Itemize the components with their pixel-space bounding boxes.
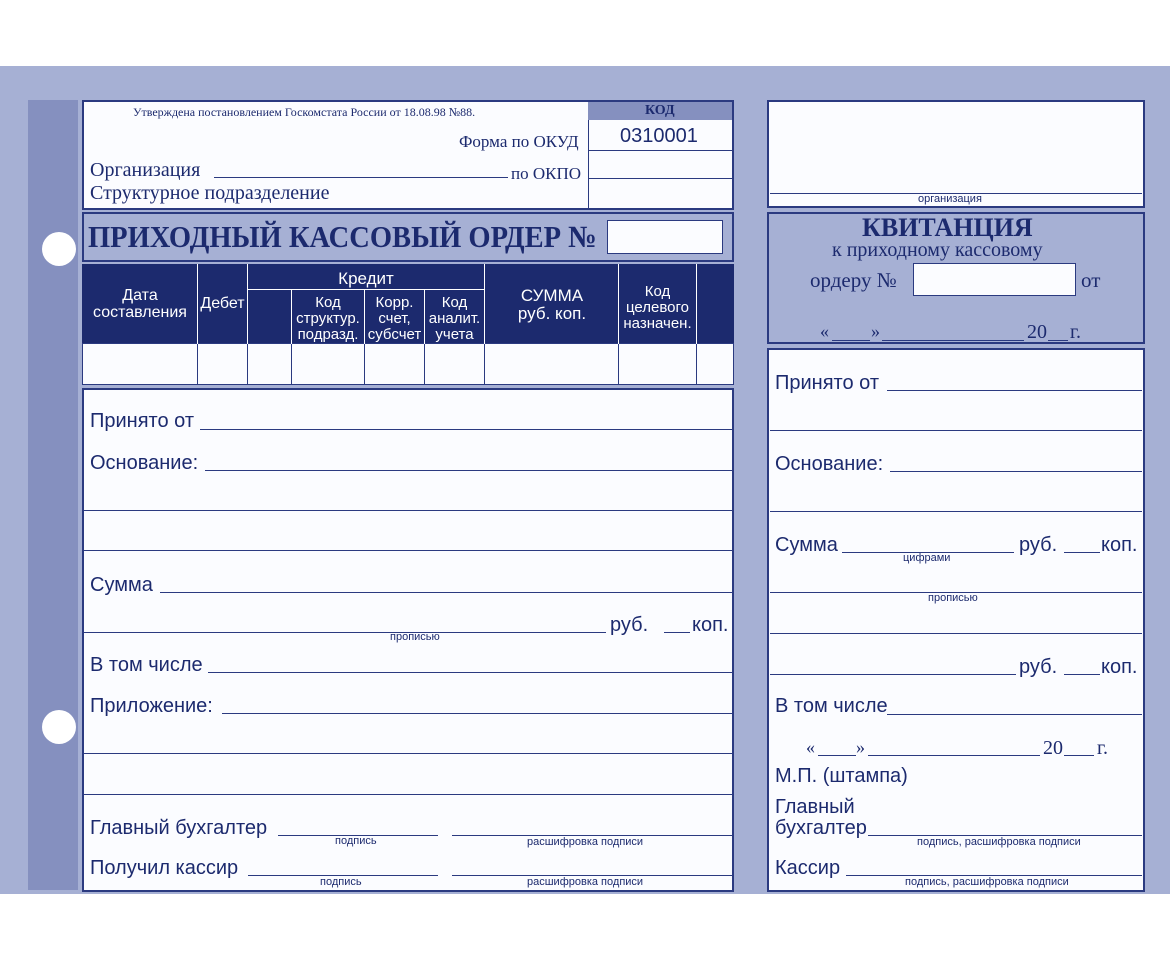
okud-code: 0310001: [620, 125, 698, 147]
col-korr-schet-header: Корр. счет, субсчет: [367, 294, 422, 343]
receipt-prinyato-ot-line-1[interactable]: [887, 390, 1142, 391]
kredit-divider: [247, 289, 484, 290]
receipt-year2-prefix: 20: [1043, 737, 1063, 759]
receipt-v-tom-chisle-label: В том числе: [775, 695, 888, 717]
row-div-8: [696, 344, 697, 384]
receipt-ciframi-caption: цифрами: [903, 552, 951, 564]
prinyato-ot-label: Принято от: [90, 410, 195, 432]
receipt-subtitle: к приходному кассовому: [832, 239, 1043, 261]
row-div-7: [618, 344, 619, 384]
forma-okud-label: Форма по ОКУД: [459, 132, 579, 151]
receipt-title: КВИТАНЦИЯ: [862, 213, 1033, 242]
receipt-month2-line[interactable]: [868, 755, 1040, 756]
receipt-osnovanie-line-2[interactable]: [770, 511, 1142, 512]
receipt-podpis-caption-2: подпись, расшифровка подписи: [905, 876, 1069, 888]
receipt-month-line[interactable]: [882, 340, 1024, 341]
kod-label: КОД: [645, 103, 675, 118]
kop-input-line[interactable]: [664, 632, 690, 633]
receipt-org-caption: организация: [918, 193, 982, 205]
kod-column-border: [588, 120, 589, 208]
prilozhenie-label: Приложение:: [90, 695, 213, 717]
receipt-number-field[interactable]: [913, 263, 1076, 296]
receipt-day2-line[interactable]: [818, 755, 856, 756]
receipt-rub-label-1: руб.: [1019, 534, 1058, 556]
organization-label: Организация: [90, 159, 201, 181]
row-div-6: [484, 344, 485, 384]
approval-text: Утверждена постановлением Госкомстата России от 18.08.98 №88.: [133, 105, 476, 119]
col-summa-header: СУММА руб. коп.: [517, 286, 587, 323]
col-kredit-header: Кредит: [338, 269, 394, 288]
receipt-mp-label: М.П. (штампа): [775, 765, 908, 787]
col-kod-analit-header: Код аналит. учета: [428, 294, 481, 343]
receipt-buhgalter-label: бухгалтер: [775, 817, 867, 839]
receipt-orderu-label: ордеру №: [810, 268, 897, 292]
binding-strip: [28, 100, 78, 890]
receipt-date-open: «: [820, 321, 829, 341]
receipt-prinyato-ot-line-2[interactable]: [770, 430, 1142, 431]
receipt-podpis-caption-1: подпись, расшифровка подписи: [917, 836, 1081, 848]
receipt-osnovanie-line-1[interactable]: [890, 471, 1142, 472]
podpis-caption-2: подпись: [320, 876, 362, 888]
receipt-day-line[interactable]: [832, 340, 870, 341]
prilozhenie-line-3[interactable]: [84, 794, 732, 795]
v-tom-chisle-label: В том числе: [90, 654, 203, 676]
receipt-propisyu-caption: прописью: [928, 592, 978, 604]
receipt-propisyu-line-2[interactable]: [770, 633, 1142, 634]
receipt-kop-label-1: коп.: [1101, 534, 1138, 556]
kod-row-line-2: [588, 178, 732, 179]
receipt-osnovanie-label: Основание:: [775, 453, 884, 475]
summa-label: Сумма: [90, 574, 153, 596]
row-div-3: [291, 344, 292, 384]
prinyato-ot-line[interactable]: [200, 429, 732, 430]
kop-label: коп.: [692, 614, 729, 636]
summa-line-2[interactable]: [84, 632, 606, 633]
receipt-year2-line[interactable]: [1064, 755, 1094, 756]
order-number-field[interactable]: [607, 220, 723, 254]
receipt-year-prefix: 20: [1027, 321, 1047, 343]
receipt-summa-label: Сумма: [775, 534, 838, 556]
rasshifrovka-caption-1: расшифровка подписи: [527, 836, 644, 848]
receipt-g2-label: г.: [1097, 737, 1108, 759]
col-debet-header: Дебет: [200, 295, 245, 312]
organization-input-line[interactable]: [214, 177, 508, 178]
receipt-glavny-label: Главный: [775, 796, 855, 818]
col-date-header: Дата составления: [93, 287, 187, 321]
propisyu-caption: прописью: [390, 631, 440, 643]
kod-row-line-1: [588, 150, 732, 151]
receipt-g-label: г.: [1070, 321, 1081, 343]
order-title: ПРИХОДНЫЙ КАССОВЫЙ ОРДЕР №: [88, 219, 597, 254]
prilozhenie-line-1[interactable]: [222, 713, 732, 714]
receipt-kop-label-2: коп.: [1101, 656, 1138, 678]
table-entry-row[interactable]: [82, 343, 734, 385]
osnovanie-line-3[interactable]: [84, 550, 732, 551]
receipt-date-close: »: [871, 321, 880, 341]
receipt-org-box: [767, 100, 1145, 208]
receipt-prinyato-ot-label: Принято от: [775, 372, 880, 394]
receipt-year-line[interactable]: [1048, 340, 1068, 341]
row-div-5: [424, 344, 425, 384]
row-div-1: [197, 344, 198, 384]
punch-hole-top: [42, 232, 76, 266]
receipt-kop-line-2[interactable]: [1064, 674, 1100, 675]
v-tom-chisle-line[interactable]: [208, 672, 732, 673]
row-div-4: [364, 344, 365, 384]
receipt-date2-open: «: [806, 737, 815, 757]
col-kod-celevogo-header: Код целевого назначен.: [623, 283, 692, 332]
receipt-ot-label: от: [1081, 268, 1101, 292]
punch-hole-bottom: [42, 710, 76, 744]
rasshifrovka-caption-2: расшифровка подписи: [527, 876, 644, 888]
glavny-buh-label: Главный бухгалтер: [90, 817, 268, 839]
receipt-v-tom-chisle-line[interactable]: [887, 714, 1142, 715]
po-okpo-label: по ОКПО: [511, 164, 582, 183]
receipt-date2-close: »: [856, 737, 865, 757]
receipt-propisyu-line-3[interactable]: [770, 674, 1016, 675]
receipt-kassir-label: Кассир: [775, 857, 841, 879]
osnovanie-line-1[interactable]: [205, 470, 732, 471]
rub-label: руб.: [610, 614, 649, 636]
prilozhenie-line-2[interactable]: [84, 753, 732, 754]
podpis-caption-1: подпись: [335, 835, 377, 847]
col-kod-struct-header: Код структур. подразд.: [296, 294, 360, 343]
poluchil-kassir-label: Получил кассир: [90, 857, 239, 879]
osnovanie-label: Основание:: [90, 452, 199, 474]
row-div-2: [247, 344, 248, 384]
osnovanie-line-2[interactable]: [84, 510, 732, 511]
summa-line-1[interactable]: [160, 592, 732, 593]
receipt-rub-label-2: руб.: [1019, 656, 1058, 678]
struct-division-label: Структурное подразделение: [90, 182, 330, 204]
receipt-kop-line-1[interactable]: [1064, 552, 1100, 553]
